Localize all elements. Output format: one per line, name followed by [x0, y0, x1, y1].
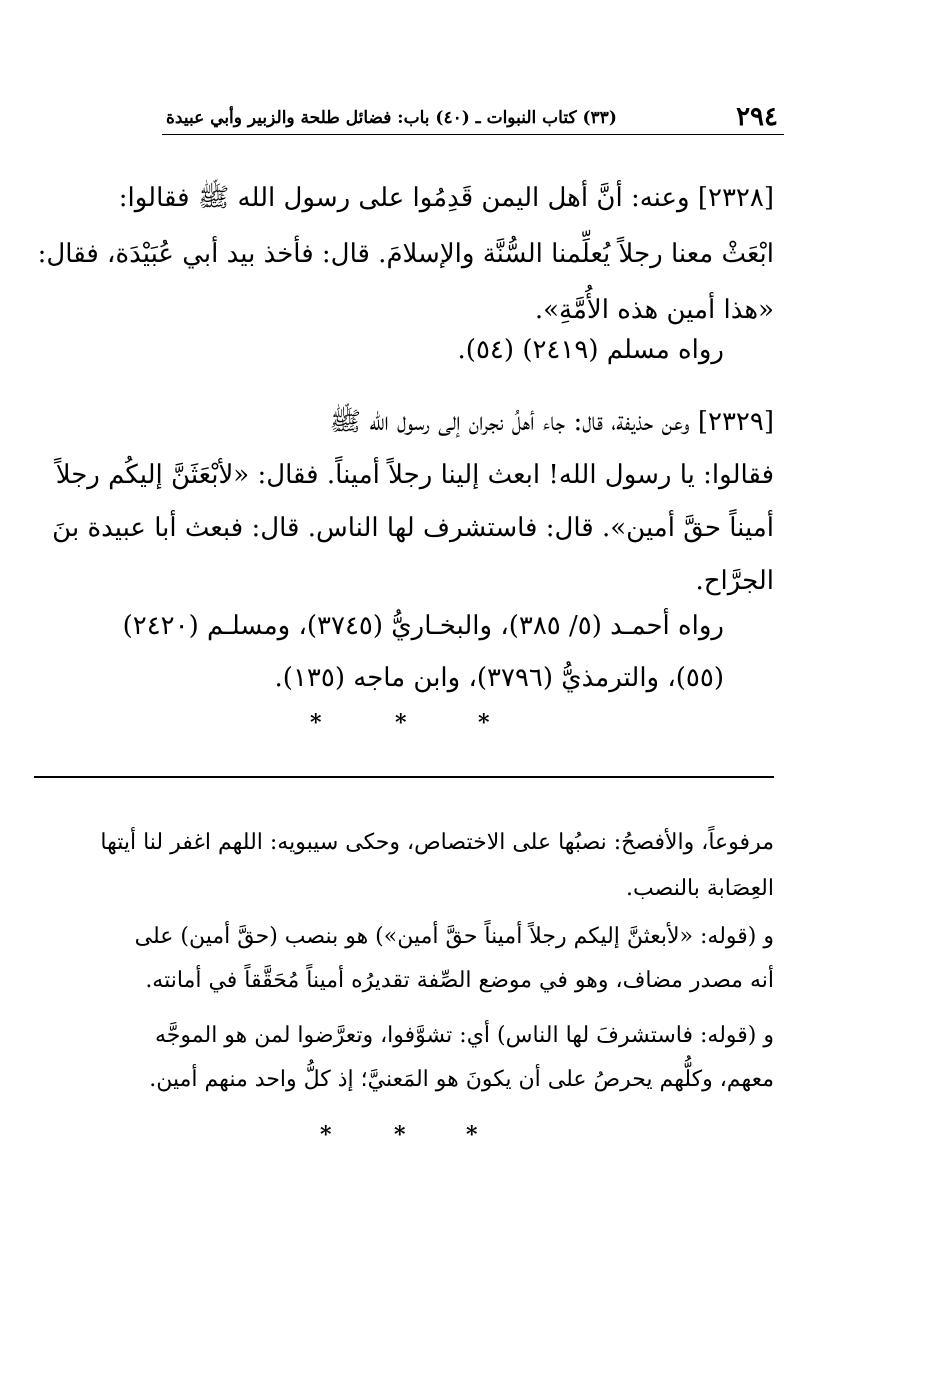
page-header	[162, 104, 784, 135]
hadith-2328-source	[34, 330, 724, 370]
text-line: [٢٣٢٩] وعن حذيفة، قال: جاء أهلُ نجران إلى رسول الله ﷺ	[329, 407, 774, 437]
section-separator	[300, 710, 520, 740]
section-separator-bottom	[316, 1122, 496, 1152]
text-line: [٢٣٢٨] وعنه: أنَّ أهل اليمن قَدِمُوا على رسول الله ﷺ فقالوا:	[118, 183, 774, 213]
note-line: و (قوله: «لأبعثنَّ إليكم رجلاً أميناً حقَّ أمين») هو بنصب (حقَّ أمين) على	[134, 924, 774, 949]
note-line: و (قوله: فاستشرفَ لها الناس) أي: تشوَّفوا، وتعرَّضوا لمن هو الموجَّه	[155, 1023, 774, 1048]
note-3	[34, 1014, 774, 1102]
note-2	[34, 915, 774, 1003]
page-number: ٢٩٤	[736, 102, 778, 132]
hadith-2329-source	[34, 600, 724, 704]
footnote-rule	[34, 776, 774, 778]
source-line: رواه مسلم (٢٤١٩) (٥٤).	[457, 335, 724, 365]
star-mark: *	[395, 710, 407, 736]
text-line: ابْعَثْ معنا رجلاً يُعلِّمنا السُّنَّة والإسلامَ. قال: فأخذ بيد أبي عُبَيْدَة، فقال:	[37, 239, 774, 269]
star-mark: *	[310, 710, 322, 736]
star-mark: *	[466, 1122, 478, 1148]
hadith-2328-text	[34, 170, 774, 338]
note-1	[34, 820, 774, 912]
note-line: مرفوعاً، والأفصحُ: نصبُها على الاختصاص، وحكى سيبويه: اللهم اغفر لنا أيتها	[100, 830, 774, 855]
star-mark: *	[320, 1122, 332, 1148]
text-line: «هذا أمين هذه الأُمَّةِ».	[534, 295, 774, 325]
text-line: فقالوا: يا رسول الله! ابعث إلينا رجلاً أميناً. فقال: «لأبْعَثَنَّ إليكُم رجلاً	[55, 460, 774, 490]
star-mark: *	[394, 1122, 406, 1148]
note-line: معهم، وكلُّهم يحرصُ على أن يكونَ هو المَعنيَّ؛ إذ كلُّ واحد منهم أمين.	[149, 1067, 774, 1092]
source-line: (٥٥)، والترمذيُّ (٣٧٩٦)، وابن ماجه (١٣٥).	[274, 663, 724, 693]
text-line: الجرَّاح.	[695, 566, 774, 596]
running-title: (٣٣) كتاب النبوات ـ (٤٠) باب: فضائل طلحة والزبير وأبي عبيدة	[166, 108, 617, 128]
note-line: أنه مصدر مضاف، وهو في موضع الصِّفة تقديرُه أميناً مُحَقَّقاً في أمانته.	[145, 968, 774, 993]
note-line: العِصَابة بالنصب.	[626, 876, 774, 901]
hadith-2329-text	[34, 396, 774, 608]
text-line: أميناً حقَّ أمين». قال: فاستشرف لها الناس. قال: فبعث أبا عبيدة بنَ	[52, 513, 774, 543]
star-mark: *	[478, 710, 490, 736]
source-line: رواه أحمـد (٥/ ٣٨٥)، والبخـاريُّ (٣٧٤٥)، ومسلـم (٢٤٢٠)	[122, 611, 724, 641]
